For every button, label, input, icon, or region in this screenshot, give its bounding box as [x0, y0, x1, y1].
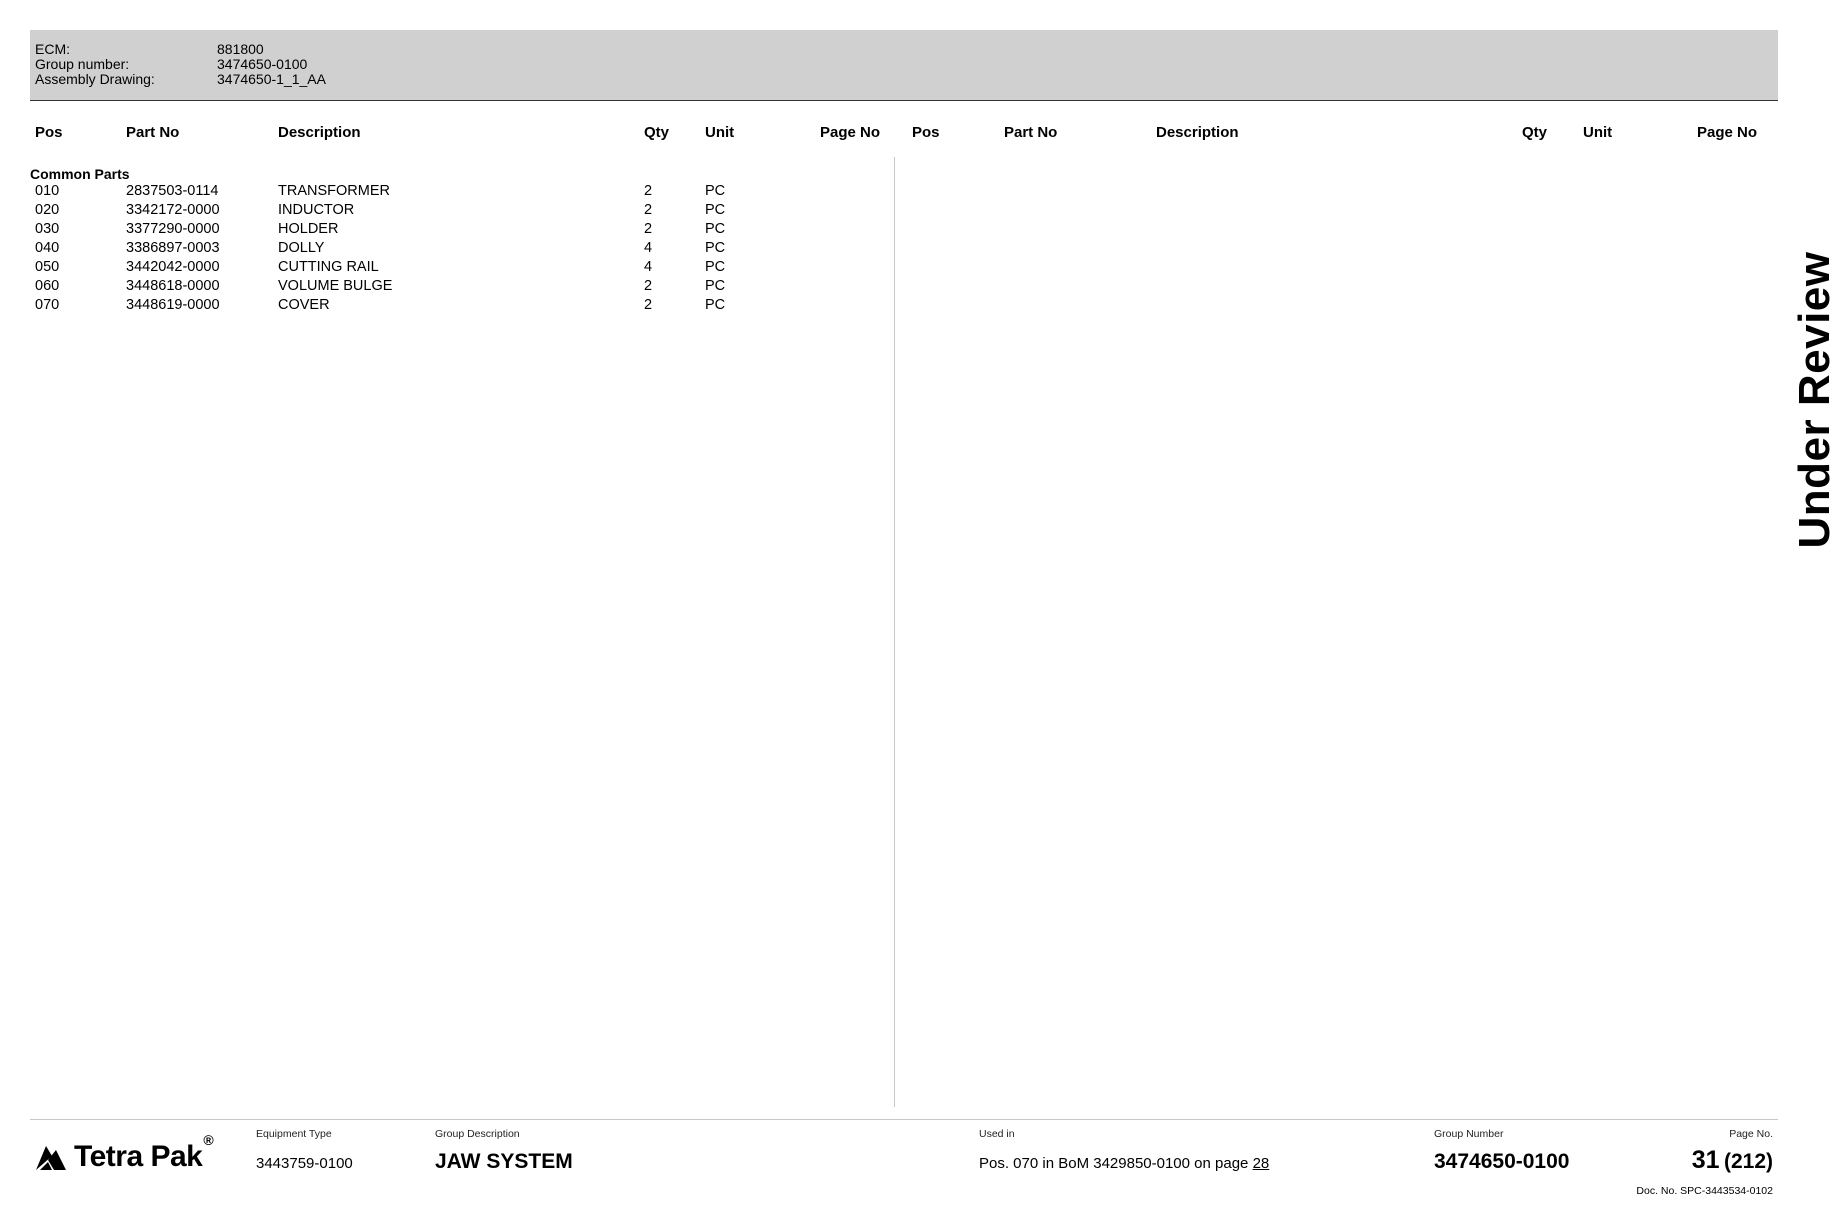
col-header-page-no-right: Page No — [1697, 124, 1758, 141]
cell-pos: 020 — [35, 202, 60, 218]
used-in-page-link[interactable]: 28 — [1252, 1155, 1270, 1172]
registered-mark: ® — [203, 1132, 214, 1148]
cell-unit: PC — [705, 297, 726, 313]
cell-description: CUTTING RAIL — [278, 259, 379, 275]
doc-number: Doc. No. SPC-3443534-0102 — [1636, 1185, 1773, 1197]
page-no-label: Page No. — [1729, 1128, 1773, 1140]
header-key: ECM: — [35, 41, 70, 57]
page-total: (212) — [1723, 1150, 1773, 1173]
cell-part-no: 3448618-0000 — [126, 278, 220, 294]
cell-part-no: 3377290-0000 — [126, 221, 220, 237]
under-review-watermark: Under Review — [1790, 251, 1839, 549]
header-key: Assembly Drawing: — [35, 71, 155, 87]
cell-unit: PC — [705, 259, 726, 275]
cell-part-no: 3448619-0000 — [126, 297, 220, 313]
tetra-pak-logo-icon — [34, 1142, 68, 1172]
header-value: 3474650-0100 — [217, 56, 308, 72]
footer-divider — [30, 1119, 1778, 1120]
cell-pos: 040 — [35, 240, 60, 256]
header-value: 881800 — [217, 41, 264, 57]
brand-name — [74, 1132, 214, 1174]
group-description-label: Group Description — [435, 1128, 520, 1140]
cell-unit: PC — [705, 221, 726, 237]
used-in-value — [979, 1155, 1269, 1172]
page-number — [1692, 1146, 1773, 1175]
document-header — [30, 30, 1778, 101]
header-key: Group number: — [35, 56, 130, 72]
cell-qty: 2 — [644, 202, 653, 218]
cell-part-no: 3342172-0000 — [126, 202, 220, 218]
cell-qty: 4 — [644, 240, 653, 256]
section-title: Common Parts — [30, 166, 130, 182]
col-header-pos: Pos — [35, 124, 63, 141]
cell-qty: 2 — [644, 297, 653, 313]
cell-unit: PC — [705, 202, 726, 218]
brand-text: Tetra Pak — [74, 1140, 203, 1173]
cell-pos: 060 — [35, 278, 60, 294]
cell-qty: 2 — [644, 278, 653, 294]
used-in-text: Pos. 070 in BoM 3429850-0100 on page — [979, 1155, 1249, 1172]
tetra-pak-logo — [34, 1132, 214, 1175]
col-header-unit-right: Unit — [1583, 124, 1613, 141]
equipment-type-value: 3443759-0100 — [256, 1155, 353, 1172]
used-in-label: Used in — [979, 1128, 1015, 1140]
cell-pos: 070 — [35, 297, 60, 313]
cell-part-no: 3386897-0003 — [126, 240, 220, 256]
cell-pos: 030 — [35, 221, 60, 237]
cell-unit: PC — [705, 183, 726, 199]
col-header-pos-right: Pos — [912, 124, 940, 141]
header-value: 3474650-1_1_AA — [217, 71, 326, 87]
col-header-unit: Unit — [705, 124, 735, 141]
col-header-part-no: Part No — [126, 124, 180, 141]
cell-description: INDUCTOR — [278, 202, 355, 218]
cell-description: VOLUME BULGE — [278, 278, 393, 294]
col-header-description-right: Description — [1156, 124, 1239, 141]
col-header-page-no: Page No — [820, 124, 881, 141]
group-number-value: 3474650-0100 — [1434, 1150, 1570, 1173]
cell-qty: 4 — [644, 259, 653, 275]
cell-pos: 010 — [35, 183, 60, 199]
group-number-label: Group Number — [1434, 1128, 1504, 1140]
cell-description: DOLLY — [278, 240, 325, 256]
cell-qty: 2 — [644, 183, 653, 199]
group-description-value: JAW SYSTEM — [435, 1150, 573, 1173]
col-header-description: Description — [278, 124, 361, 141]
cell-part-no: 3442042-0000 — [126, 259, 220, 275]
col-header-part-no-right: Part No — [1004, 124, 1058, 141]
page-current: 31 — [1691, 1146, 1720, 1174]
col-header-qty: Qty — [644, 124, 670, 141]
column-divider — [894, 157, 895, 1107]
equipment-type-label: Equipment Type — [256, 1128, 332, 1140]
cell-qty: 2 — [644, 221, 653, 237]
cell-unit: PC — [705, 240, 726, 256]
col-header-qty-right: Qty — [1522, 124, 1548, 141]
cell-description: COVER — [278, 297, 330, 313]
cell-part-no: 2837503-0114 — [126, 183, 219, 199]
cell-pos: 050 — [35, 259, 60, 275]
cell-unit: PC — [705, 278, 726, 294]
cell-description: HOLDER — [278, 221, 339, 237]
cell-description: TRANSFORMER — [278, 183, 390, 199]
